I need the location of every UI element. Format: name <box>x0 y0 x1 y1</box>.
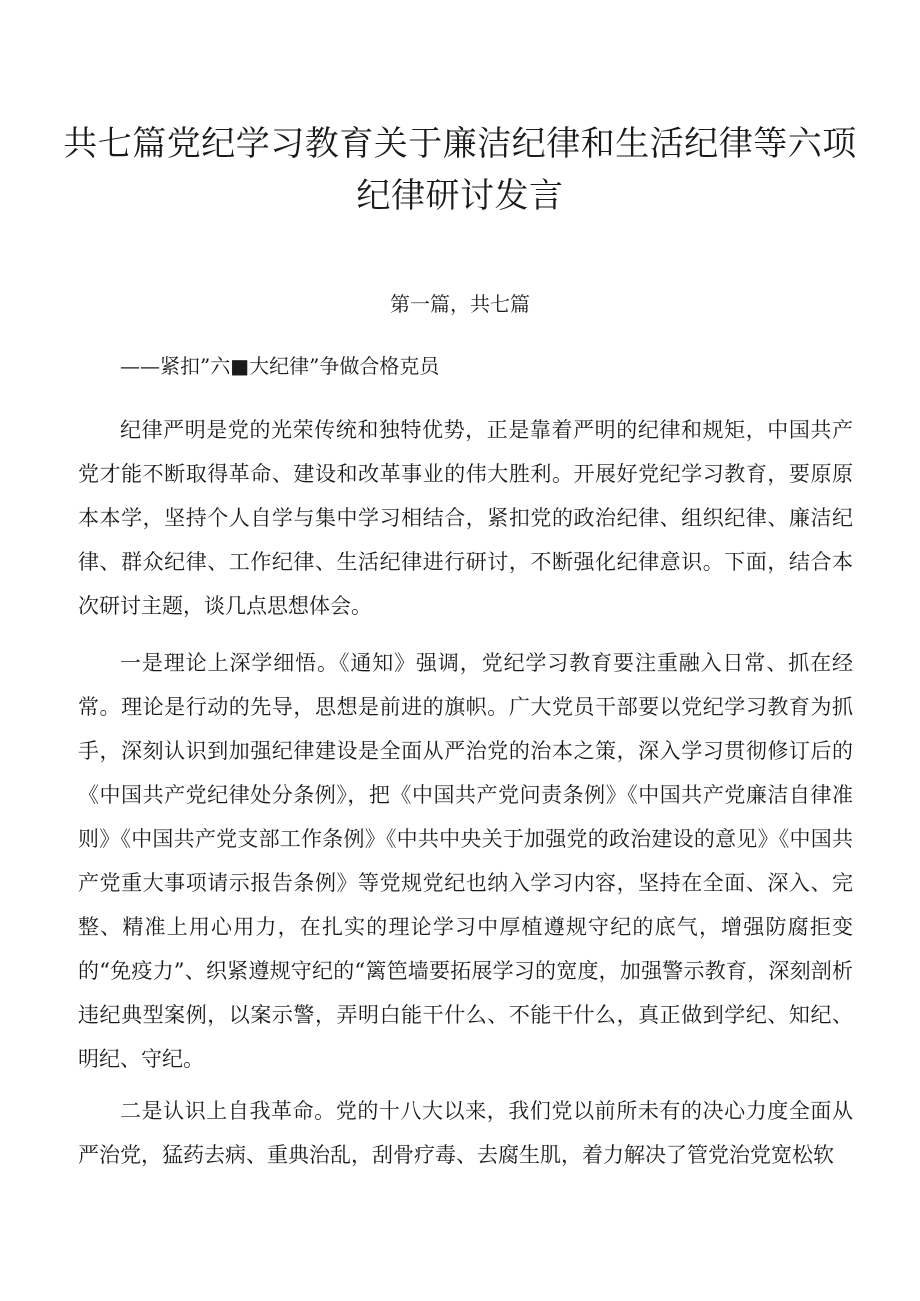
section-heading: 第一篇，共七篇 <box>390 292 530 316</box>
subtitle: ——紧扣”六■大纪律”争做合格克员 <box>120 354 440 378</box>
paragraph-self-revolution: 二是认识上自我革命。党的十八大以来，我们党以前所未有的决心力度全面从严治党，猛药去病、重典治乱，刮骨疗毒、去腐生肌，着力解决了管党治党宽松软 <box>78 1099 853 1167</box>
paragraph-theory: 一是理论上深学细悟。《通知》强调，党纪学习教育要注重融入日常、抓在经常。理论是行动的先导，思想是前进的旗帜。广大党员干部要以党纪学习教育为抓手，深刻认识到加强纪律建设是全面从严治党的治本之策，深入学习贯彻修订后的《中国共产党纪律处分条例》，把《中国共产党问责条例》《中国共产党廉洁自律准则》《中国共产党支部工作条例》《中共中央关于加强党的政治建设的意见》《中国共产党重大事项请示报告条例》等党规党纪也纳入学习内容，坚持在全面、深入、完整、精准上用心用力，在扎实的理论学习中厚植遵规守纪的底气，增强防腐拒变的“免疫力”、织紧遵规守纪的“篱笆墙要拓展学习的宽度，加强警示教育，深刻剖析违纪典型案例，以案示警，弄明白能干什么、不能干什么，真正做到学纪、知纪、明纪、守纪。 <box>78 651 853 1071</box>
paragraph-intro: 纪律严明是党的光荣传统和独特优势，正是靠着严明的纪律和规矩，中国共产党才能不断取得革命、建设和改革事业的伟大胜利。开展好党纪学习教育，要原原本本学，坚持个人自学与集中学习相结合，紧扣党的政治纪律、组织纪律、廉洁纪律、群众纪律、工作纪律、生活纪律进行研讨，不断强化纪律意识。下面，结合本次研讨主题，谈几点思想体会。 <box>78 418 853 618</box>
document-title: 共七篇党纪学习教育关于廉洁纪律和生活纪律等六项纪律研讨发言 <box>63 124 857 216</box>
